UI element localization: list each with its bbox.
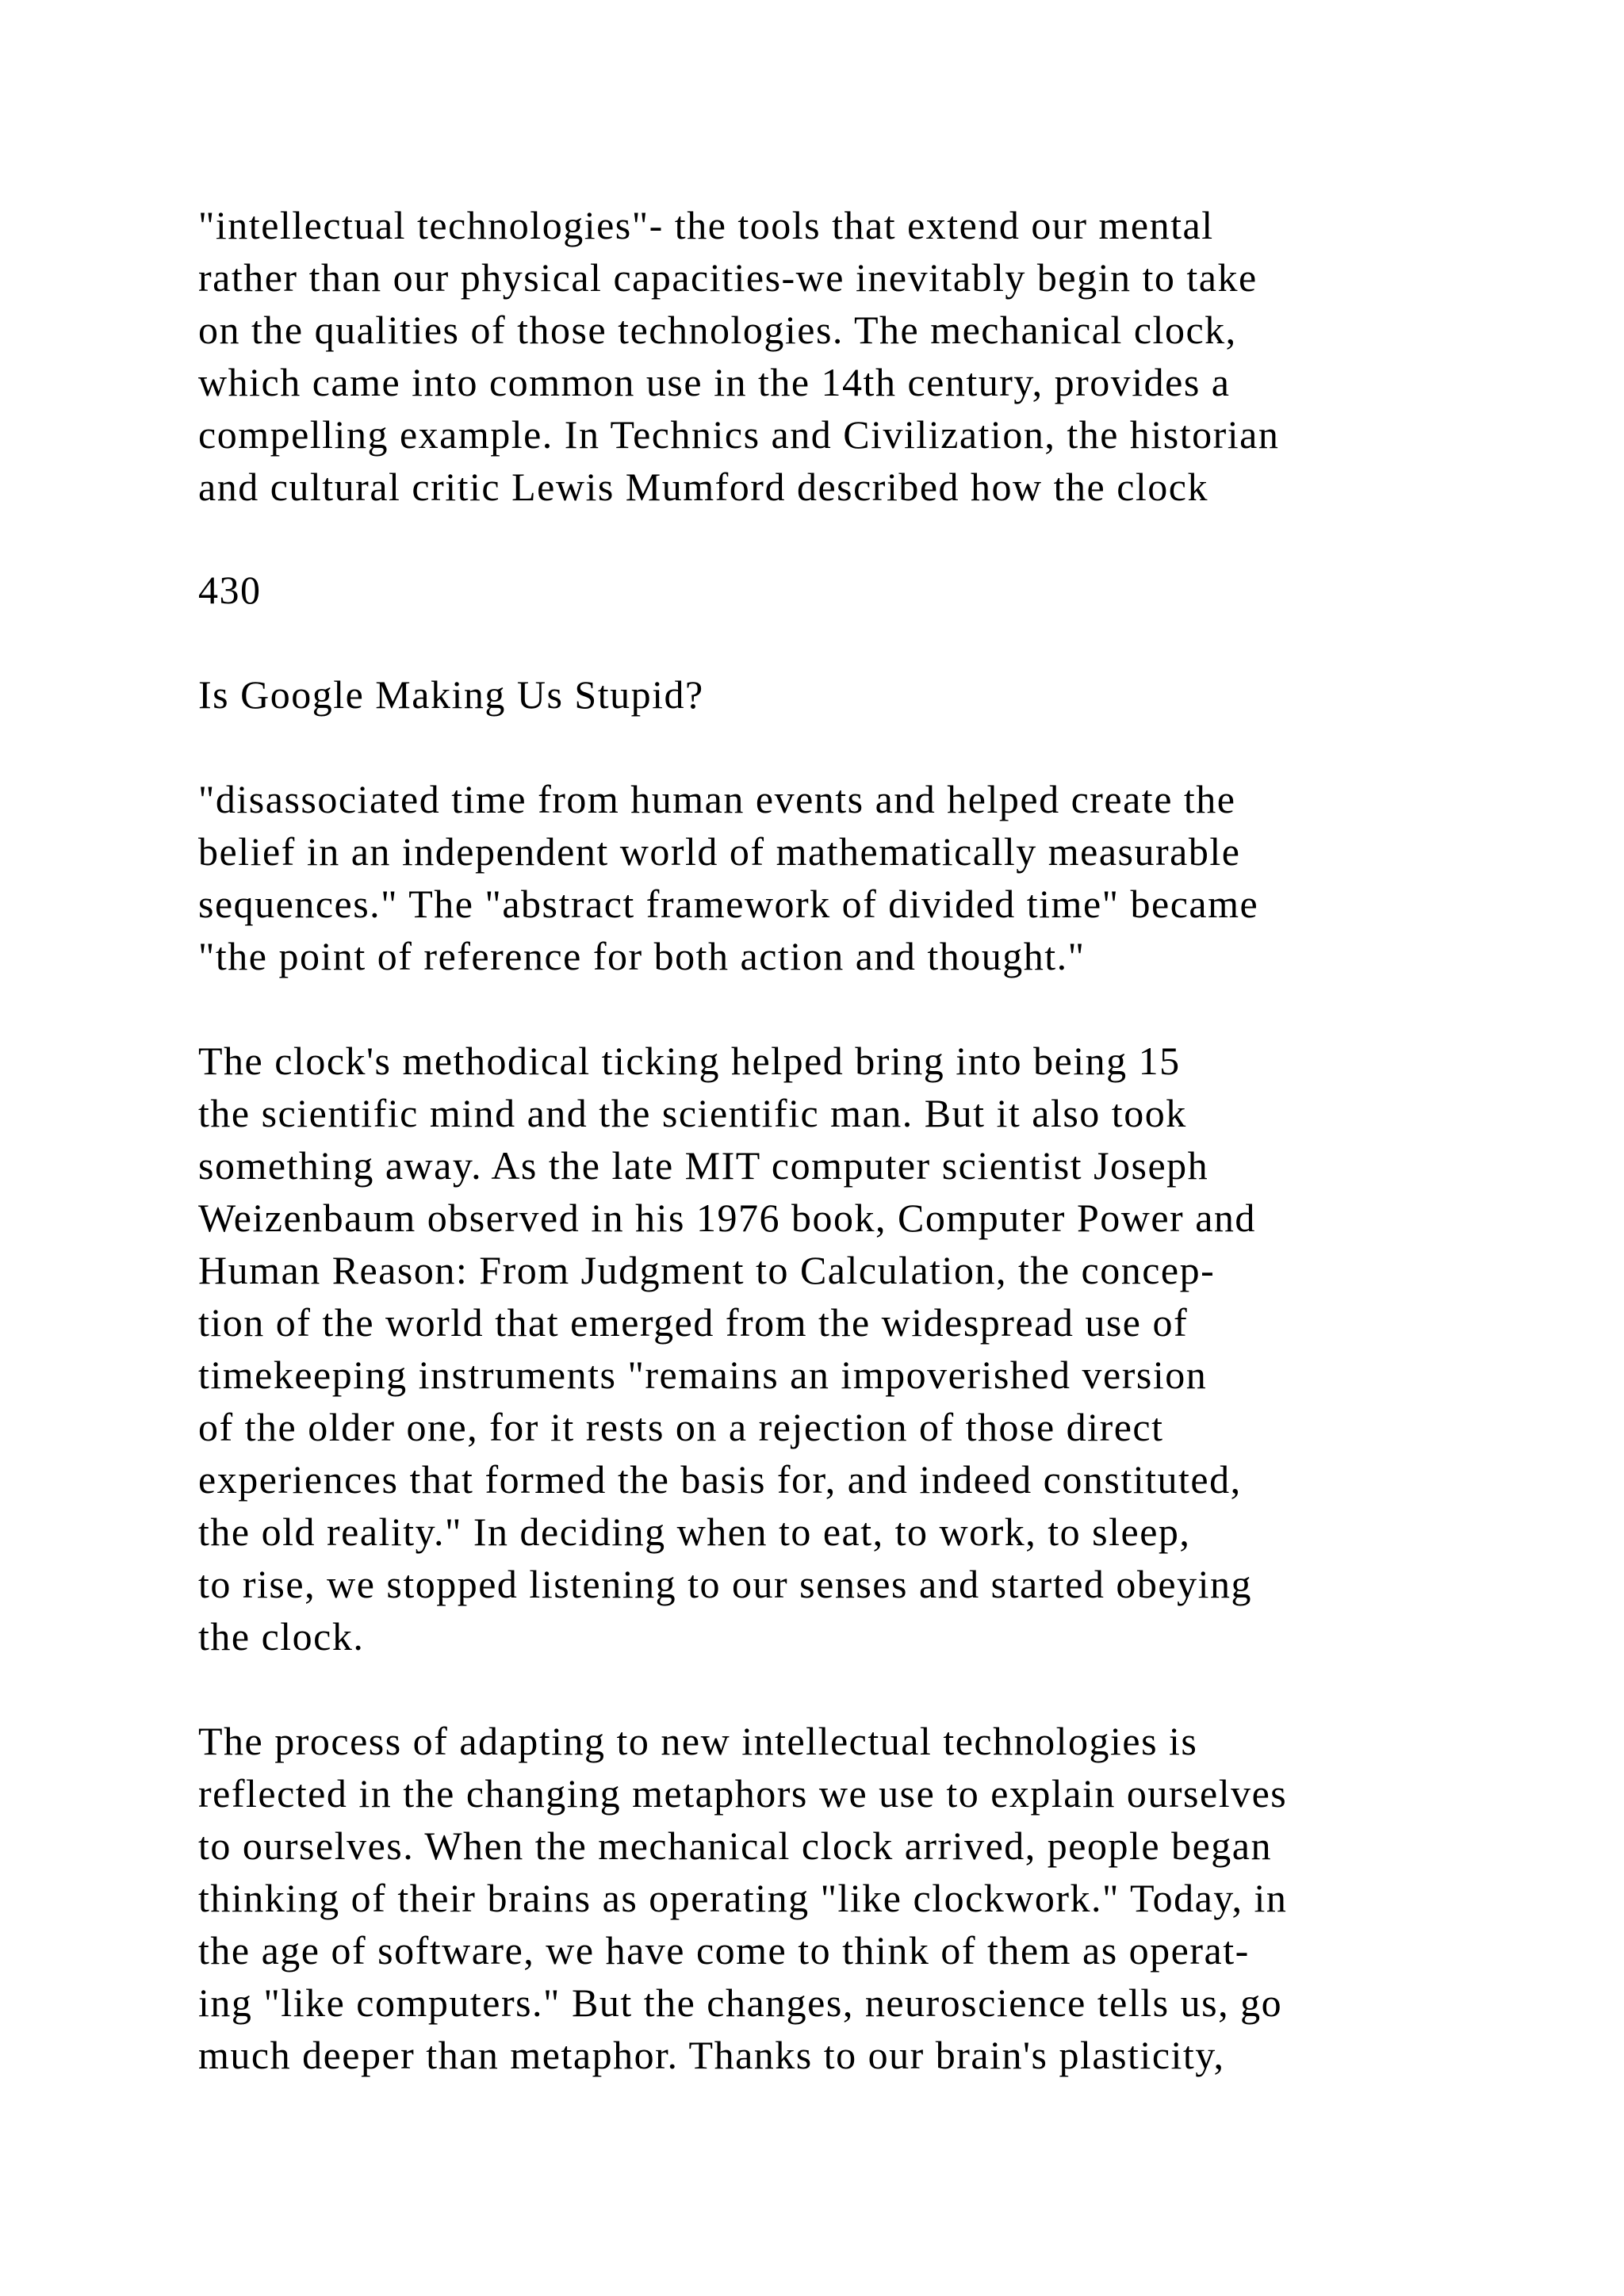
text-line: "intellectual technologies"- the tools that extend our mental: [198, 203, 1214, 247]
text-line: to rise, we stopped listening to our senses and started obeying: [198, 1562, 1252, 1606]
text-line: of the older one, for it rests on a rejection of those direct: [198, 1405, 1164, 1449]
text-line: timekeeping instruments "remains an impoverished version: [198, 1353, 1208, 1397]
text-line: the scientific mind and the scientific man. But it also took: [198, 1091, 1187, 1135]
text-line: reflected in the changing metaphors we use to explain ourselves: [198, 1771, 1288, 1816]
text-line: belief in an independent world of mathematically measurable: [198, 829, 1241, 874]
text-line: and cultural critic Lewis Mumford described how the clock: [198, 465, 1209, 509]
text-line: Weizenbaum observed in his 1976 book, Computer Power and: [198, 1196, 1256, 1240]
text-line: The process of adapting to new intellectual technologies is: [198, 1719, 1198, 1763]
text-line: experiences that formed the basis for, and indeed constituted,: [198, 1457, 1242, 1502]
text-line: much deeper than metaphor. Thanks to our brain's plasticity,: [198, 2033, 1225, 2077]
text-line: something away. As the late MIT computer scientist Joseph: [198, 1143, 1209, 1188]
running-title: Is Google Making Us Stupid?: [198, 672, 704, 717]
text-line: tion of the world that emerged from the widespread use of: [198, 1300, 1189, 1345]
text-line: sequences." The "abstract framework of divided time" became: [198, 882, 1259, 926]
text-line: "the point of reference for both action and thought.": [198, 934, 1086, 978]
page-number: 430: [198, 568, 262, 612]
text-line: the old reality." In deciding when to eat, to work, to sleep,: [198, 1510, 1191, 1554]
text-line: which came into common use in the 14th century, provides a: [198, 360, 1231, 404]
text-line: the clock.: [198, 1614, 365, 1659]
text-line: "disassociated time from human events and helped create the: [198, 777, 1236, 821]
text-line: thinking of their brains as operating "like clockwork." Today, in: [198, 1876, 1288, 1920]
text-line: on the qualities of those technologies. The mechanical clock,: [198, 308, 1237, 352]
text-line: rather than our physical capacities-we inevitably begin to take: [198, 255, 1258, 300]
text-line: compelling example. In Technics and Civilization, the historian: [198, 412, 1280, 457]
text-line: the age of software, we have come to think of them as operat-: [198, 1928, 1250, 1973]
text-line: ing "like computers." But the changes, neuroscience tells us, go: [198, 1980, 1283, 2025]
text-line: Human Reason: From Judgment to Calculation, the concep-: [198, 1248, 1216, 1292]
text-line: to ourselves. When the mechanical clock arrived, people began: [198, 1823, 1272, 1868]
text-line: The clock's methodical ticking helped bring into being 15: [198, 1039, 1181, 1083]
